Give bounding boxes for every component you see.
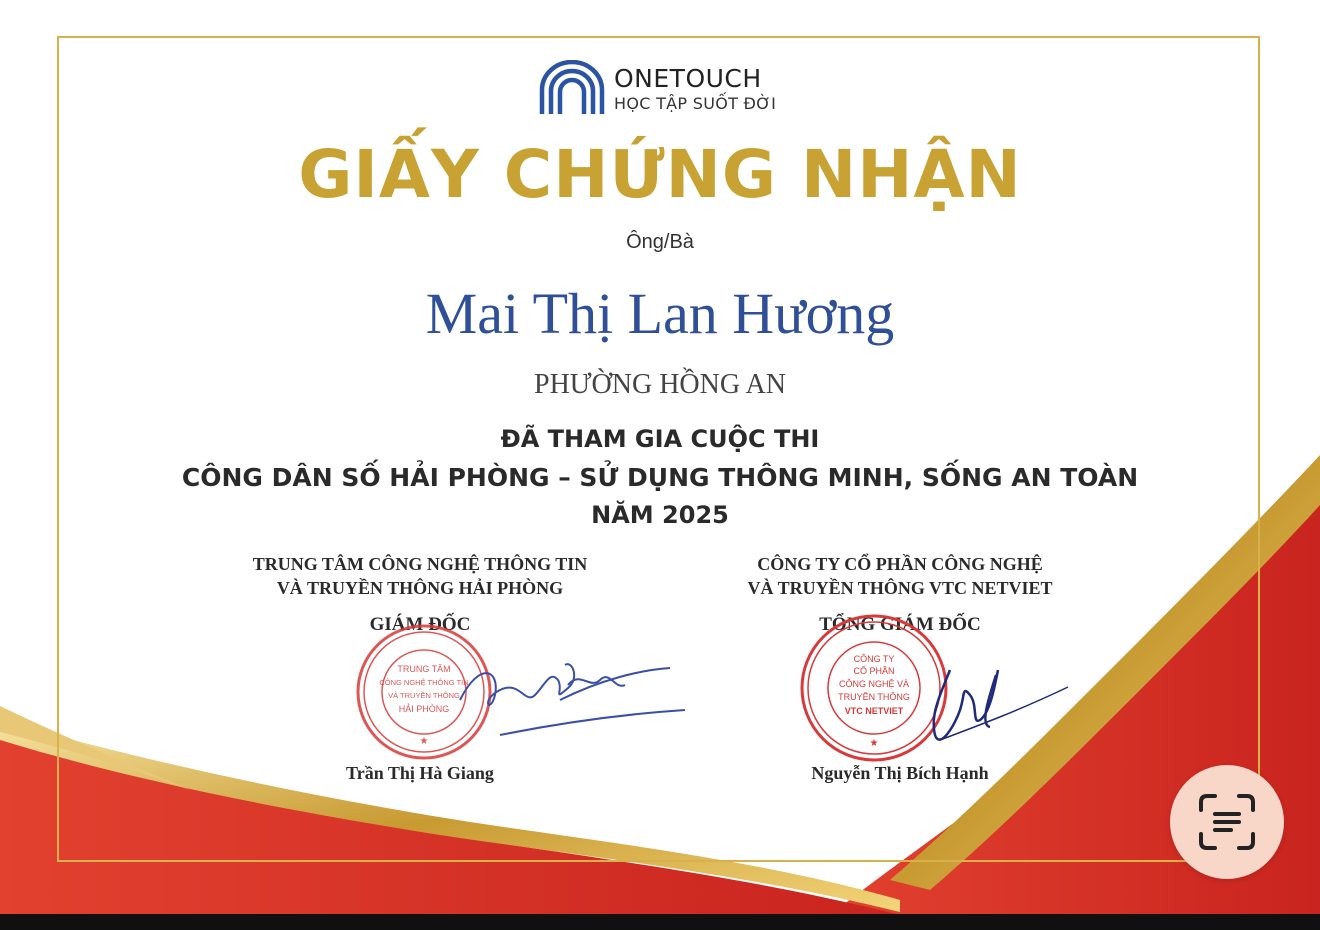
arch-logo-icon	[538, 60, 606, 116]
stamp-line: CÔNG NGHỆ THÔNG TIN	[379, 678, 469, 687]
stamp-line: VÀ TRUYỀN THÔNG	[388, 691, 460, 700]
statement-line-2: CÔNG DÂN SỐ HẢI PHÒNG – SỬ DỤNG THÔNG MINH, SỐNG AN TOÀN	[181, 463, 1139, 492]
signatory-name: Trần Thị Hà Giang	[346, 763, 494, 783]
statement-line-3: NĂM 2025	[591, 501, 729, 529]
svg-text:★: ★	[419, 736, 429, 747]
logo-wordmark: ONETOUCH	[614, 64, 762, 93]
salutation: Ông/Bà	[626, 231, 694, 253]
stamp-line: HẢI PHÒNG	[398, 704, 450, 714]
handwritten-signature-right	[900, 655, 1080, 765]
recipient-name: Mai Thị Lan Hương	[425, 281, 895, 346]
signatory-name: Nguyễn Thị Bích Hạnh	[811, 763, 989, 783]
org-name-line-2: VÀ TRUYỀN THÔNG VTC NETVIET	[747, 578, 1053, 598]
stamp-line: TRUNG TÂM	[397, 664, 451, 674]
org-name-line-2: VÀ TRUYỀN THÔNG HẢI PHÒNG	[276, 578, 564, 598]
statement-line-1: ĐÃ THAM GIA CUỘC THI	[500, 425, 820, 453]
svg-text:★: ★	[869, 738, 879, 749]
logo-tagline: HỌC TẬP SUỐT ĐỜI	[614, 94, 777, 113]
stamp-line: CỔ PHẦN	[853, 666, 895, 676]
certificate-title: GIẤY CHỨNG NHẬN	[298, 136, 1022, 213]
recipient-ward: PHƯỜNG HỒNG AN	[534, 369, 786, 400]
stamp-line: TRUYỀN THÔNG	[838, 692, 910, 702]
bottom-dark-bar	[0, 914, 1320, 930]
text-scan-icon	[1195, 790, 1259, 854]
org-name-line-1: TRUNG TÂM CÔNG NGHỆ THÔNG TIN	[252, 554, 588, 574]
onetouch-logo	[538, 60, 798, 120]
stamp-line: CÔNG NGHỆ VÀ	[838, 679, 910, 689]
stamp-line: VTC NETVIET	[844, 706, 904, 716]
text-scan-button[interactable]	[1170, 765, 1284, 879]
signatory-role: GIÁM ĐỐC	[369, 614, 471, 635]
org-name-line-1: CÔNG TY CỔ PHẦN CÔNG NGHỆ	[757, 554, 1043, 574]
handwritten-signature-left	[440, 640, 690, 750]
signatory-role: TỔNG GIÁM ĐỐC	[819, 614, 981, 635]
stamp-line: CÔNG TY	[853, 654, 895, 664]
